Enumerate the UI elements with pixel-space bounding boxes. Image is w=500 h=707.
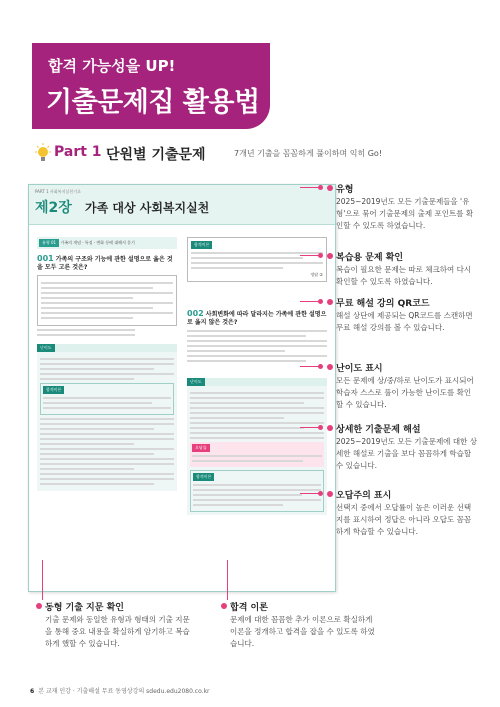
annotation-explain-title: 상세한 기출문제 해설 <box>327 422 421 435</box>
pin-wrong <box>318 491 323 496</box>
annotation-dot <box>327 425 333 431</box>
sample-chapter-number: 제2장 <box>35 200 72 216</box>
connector-similar <box>42 560 43 600</box>
sample-chapter-header <box>29 185 335 225</box>
annotation-qr-body: 해설 상단에 제공되는 QR코드를 스캔하면 무료 해설 강의를 볼 수 있습니다. <box>336 311 473 332</box>
part-label: Part 1 <box>54 144 102 160</box>
footer-text: 본 교재 인강 · 기출해설 무료 동영상강의 sdedu.edu2080.co.kr <box>38 688 210 695</box>
pin-review <box>318 253 323 258</box>
connector-type <box>300 187 320 188</box>
annotation-review-body: 복습이 필요한 문제는 따로 체크하여 다시 확인할 수 있도록 하였습니다. <box>336 265 472 286</box>
sample-similar-tag: 합격이론 <box>191 241 212 249</box>
sample-q1-options <box>37 275 177 326</box>
annotation-dot <box>36 603 42 609</box>
annotation-dot <box>327 185 333 191</box>
sample-difficulty-bar <box>37 344 177 352</box>
part-description: 7개년 기출을 꼼꼼하게 풀이하며 익히 Go! <box>234 149 383 158</box>
annotation-qr-title: 무료 해설 강의 QR코드 <box>327 296 430 309</box>
sample-q1-number: 001 <box>37 254 54 263</box>
pin-explain <box>318 425 323 430</box>
connector-qr <box>300 301 320 302</box>
sample-difficulty-bar-2 <box>187 378 327 386</box>
banner-title: 기출문제집 활용법 <box>46 87 260 118</box>
annotation-wrong-body: 선택지 중에서 오답률이 높은 이러운 선택지를 표시하여 정답은 아니라 오답도 꼼꼼하게 학습할 수 있습니다. <box>336 503 472 536</box>
annotation-difficulty-body: 모든 문제에 상/중/하로 난이도가 표시되어 학습자 스스로 풀이 가능한 난이도를 확인할 수 있습니다. <box>336 376 474 409</box>
annotation-dot <box>221 603 227 609</box>
lightbulb-icon <box>34 143 52 165</box>
annotation-type-body: 2025~2019년도 모든 기출문제들을 '유형'으로 묶어 기출문제의 출제 포인트를 확인할 수 있도록 하였습니다. <box>336 197 474 230</box>
annotation-theory-title: 합격 이론 <box>221 600 268 613</box>
sample-q1-text: 가족의 구조와 기능에 관한 설명으로 옳은 것을 모두 고른 것은? <box>37 256 173 271</box>
header-banner <box>32 43 270 129</box>
sample-theory-tag: 합격이론 <box>43 386 64 394</box>
pin-qr <box>318 299 323 304</box>
sample-theory-box-2 <box>190 470 324 512</box>
annotation-similar-title: 동형 기출 지문 확인 <box>36 600 124 613</box>
sample-q2-text: 사회변화에 따라 달라지는 가족에 관한 설명으로 옳지 않은 것은? <box>187 311 327 326</box>
sample-breadcrumb: PART 1 사회복지실천기초 <box>35 189 81 194</box>
sample-difficulty-tag: 난이도 <box>37 344 55 352</box>
sample-chapter-title: 가족 대상 사회복지실천 <box>85 201 210 215</box>
annotation-difficulty-title: 난이도 표시 <box>327 361 383 374</box>
sample-type-bar <box>37 237 177 249</box>
page-number: 6 <box>30 688 35 695</box>
annotation-type-title: 유형 <box>327 182 353 195</box>
sample-explanation-2 <box>187 386 327 515</box>
annotation-review-title: 복습용 문제 확인 <box>327 250 403 263</box>
sample-theory-box <box>40 383 174 415</box>
pin-difficulty <box>318 364 323 369</box>
sample-theory-tag-2: 합격이론 <box>193 473 214 481</box>
sample-explanation-1 <box>37 352 177 491</box>
sample-page <box>28 184 336 592</box>
connector-wrong <box>300 493 320 494</box>
annotation-dot <box>327 299 333 305</box>
page-footer <box>30 686 210 695</box>
connector-explain <box>300 427 320 428</box>
sample-right-column <box>187 237 327 515</box>
annotation-theory-body: 문제에 대한 꼼꼼한 추가 이론으로 확실하게 이론을 정개하고 합격을 잡을 수 있도록 하였습니다. <box>230 615 375 648</box>
sample-type-title: 가족의 개념 · 특징 · 변화 등에 대해서 묻기 <box>60 240 135 245</box>
sample-wrong-tag: 오답률 <box>192 444 210 452</box>
sample-answer: 정답 ② <box>310 272 323 277</box>
sample-question-2 <box>187 310 327 327</box>
sample-q2-options <box>187 330 327 362</box>
annotation-dot <box>327 364 333 370</box>
sample-difficulty-tag-2: 난이도 <box>187 378 205 386</box>
connector-difficulty <box>300 366 320 367</box>
sample-type-tag: 유형 01 <box>39 239 59 247</box>
annotation-wrong-title: 오답주의 표시 <box>327 488 391 501</box>
pin-type <box>318 185 323 190</box>
annotation-dot <box>327 253 333 259</box>
connector-theory <box>227 560 228 600</box>
sample-left-column <box>37 237 177 491</box>
sample-q2-number: 002 <box>187 309 204 318</box>
sample-question-1 <box>37 255 177 272</box>
part-header <box>34 143 474 165</box>
annotation-explain-body: 2025~2019년도 모든 기출문제에 대한 상세한 해설로 기출을 보다 꼼꼼하게 학습할 수 있습니다. <box>336 437 477 470</box>
sample-similar-box <box>187 237 327 282</box>
connector-review <box>300 255 320 256</box>
banner-subtitle: 합격 가능성을 UP! <box>48 57 176 75</box>
annotation-dot <box>327 491 333 497</box>
sample-wrong-box <box>190 442 324 467</box>
part-title: 단원별 기출문제 <box>106 147 206 163</box>
annotation-similar-body: 기출 문제와 동일한 유형과 형태의 기출 지문을 통해 중요 내용을 확실하게 암기하고 복습하게 했할 수 있습니다. <box>45 615 190 648</box>
